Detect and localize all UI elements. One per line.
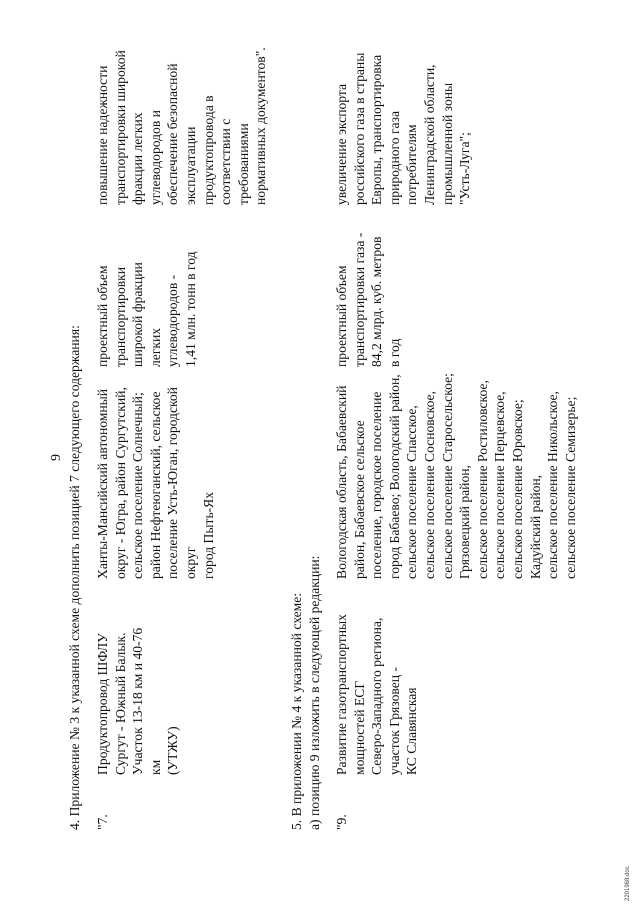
file-footer: 2201968.doc <box>625 866 631 901</box>
row-7-number: "7. <box>95 814 110 830</box>
row-9-capacity: проектный объем транспортировки газа - 84,2 млрд. куб. метров в год <box>334 232 402 367</box>
row-9-number: "9. <box>334 814 349 830</box>
row-9-object: Развитие газотранспортных мощностей ЕСГ Северо-Западного региона, участок Грязовец - КС Славянская <box>334 614 420 775</box>
row-9-purpose: увеличение экспорта российского газа в страны Европы, транспортировка природного газа потребителям Ленинградской области, промышленной зоны "Усть-Луга"; <box>334 52 473 205</box>
row-7-purpose: повышение надежности транспортировки широкой фракции легких углеводородов и обеспечение безопасной эксплуатации продуктопровода в соответствии с требованиями нормативных документов". <box>95 47 269 205</box>
page-number: 9 <box>49 454 64 461</box>
item-4-intro: 4. Приложение № 3 к указанной схеме дополнить позицией 7 следующего содержания: <box>67 325 82 830</box>
row-7-location: Ханты-Мансийский автономный округ - Югра, район Сургутский, сельское поселение Солнечный; район Нефтеюганский, сельское поселение Усть-Юган, городской округ город Пыть-Ях <box>95 387 216 579</box>
row-9-location: Вологодская область, Бабаевский район, Бабаевское сельское поселение, городское поселение город Бабаево; Вологодский район, сельское поселение Спасское, сельское поселение Сосновское, сельское поселение Старосельское; Грязовецкий район, сельское поселение Ростиловское, сельское поселение Перцевское, сельское поселение Юровское; Кадуйский район, сельское поселение Никольское, сельское поселение Семизерье; <box>334 373 578 579</box>
row-7-capacity: проектный объем транспортировки широкой фракции легких углеводородов - 1,41 млн. тонн в год <box>95 251 198 367</box>
item-5-subintro: а) позицию 9 изложить в следующей редакции: <box>307 555 322 830</box>
item-5-intro: 5. В приложении № 4 к указанной схеме: <box>289 592 304 830</box>
row-7-object: Продуктопровод ШФЛУ Сургут - Южный Балык. Участок 13-18 км и 40-76 км (УТЖУ) <box>95 627 181 775</box>
